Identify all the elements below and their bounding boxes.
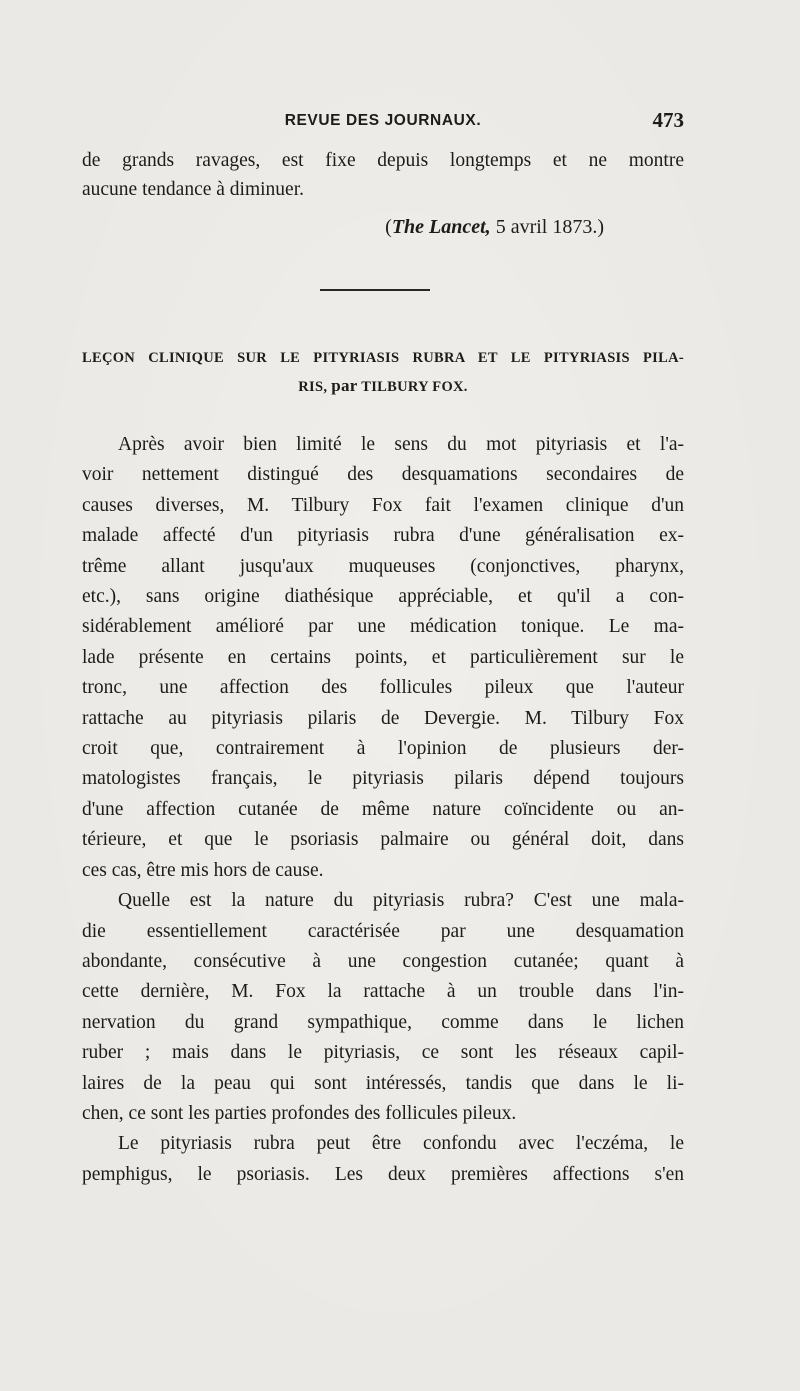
text-line: abondante, consécutive à une congestion cutanée; quant à bbox=[82, 950, 684, 972]
text-line: ces cas, être mis hors de cause. bbox=[82, 859, 324, 881]
text-line: sidérablement amélioré par une médication tonique. Le ma- bbox=[82, 616, 684, 638]
preceding-article-end bbox=[82, 146, 684, 204]
citation-date: 5 avril 1873.) bbox=[490, 216, 604, 238]
text-line: rattache au pityriasis pilaris de Devergie. M. Tilbury Fox bbox=[82, 707, 684, 729]
text-line: croit que, contrairement à l'opinion de plusieurs der- bbox=[82, 738, 684, 760]
paragraph-1 bbox=[82, 430, 684, 886]
text-line: aucune tendance à diminuer. bbox=[82, 179, 304, 200]
text-line: malade affecté d'un pityriasis rubra d'une généralisation ex- bbox=[82, 525, 684, 547]
article-heading-line-1: LEÇON CLINIQUE SUR LE PITYRIASIS RUBRA ET LE PITYRIASIS PILA- bbox=[82, 350, 684, 366]
text-line: d'une affection cutanée de même nature coïncidente ou an- bbox=[82, 798, 684, 820]
text-line: Le pityriasis rubra peut être confondu avec l'eczéma, le bbox=[118, 1133, 684, 1155]
text-line: matologistes français, le pityriasis pilaris dépend toujours bbox=[82, 768, 684, 790]
text-line: causes diverses, M. Tilbury Fox fait l'examen clinique d'un bbox=[82, 494, 684, 516]
section-divider bbox=[320, 289, 430, 291]
text-line: voir nettement distingué des desquamations secondaires de bbox=[82, 464, 684, 486]
source-citation bbox=[82, 216, 684, 239]
text-line: cette dernière, M. Fox la rattache à un trouble dans l'in- bbox=[82, 981, 684, 1003]
text-line: térieure, et que le psoriasis palmaire ou général doit, dans bbox=[82, 829, 684, 851]
page-number: 473 bbox=[652, 108, 684, 132]
text-line: etc.), sans origine diathésique appréciable, et qu'il a con- bbox=[82, 586, 684, 608]
heading-author: TILBURY FOX. bbox=[357, 379, 468, 395]
text-line: lade présente en certains points, et particulièrement sur le bbox=[82, 646, 684, 668]
citation-open-paren: ( bbox=[385, 216, 392, 238]
running-head-title: REVUE DES JOURNAUX. bbox=[284, 112, 482, 129]
text-line: ruber ; mais dans le pityriasis, ce sont les réseaux capil- bbox=[82, 1042, 684, 1064]
running-head bbox=[82, 108, 684, 138]
citation-journal: The Lancet, bbox=[391, 216, 491, 238]
text-line: chen, ce sont les parties profondes des follicules pileux. bbox=[82, 1102, 517, 1124]
text-line: Quelle est la nature du pityriasis rubra? C'est une mala- bbox=[118, 890, 684, 912]
text-line: pemphigus, le psoriasis. Les deux premières affections s'en bbox=[82, 1163, 684, 1185]
text-line: laires de la peau qui sont intéressés, tandis que dans le li- bbox=[82, 1072, 684, 1094]
paragraph-2 bbox=[82, 886, 684, 1129]
heading-par: par bbox=[331, 376, 358, 395]
article-body bbox=[82, 430, 684, 1190]
text-line: Après avoir bien limité le sens du mot pityriasis et l'a- bbox=[118, 434, 684, 455]
text-line: trême allant jusqu'aux muqueuses (conjonctives, pharynx, bbox=[82, 555, 684, 577]
paragraph-3 bbox=[82, 1129, 684, 1190]
text-line: nervation du grand sympathique, comme dans le lichen bbox=[82, 1011, 684, 1033]
heading-part: RIS, bbox=[298, 379, 332, 395]
text-line: die essentiellement caractérisée par une desquamation bbox=[82, 920, 684, 942]
article-heading-line-2 bbox=[82, 372, 684, 401]
text-line: de grands ravages, est fixe depuis longtemps et ne montre bbox=[82, 150, 684, 171]
article-heading bbox=[82, 344, 684, 401]
text-line: tronc, une affection des follicules pileux que l'auteur bbox=[82, 677, 684, 699]
